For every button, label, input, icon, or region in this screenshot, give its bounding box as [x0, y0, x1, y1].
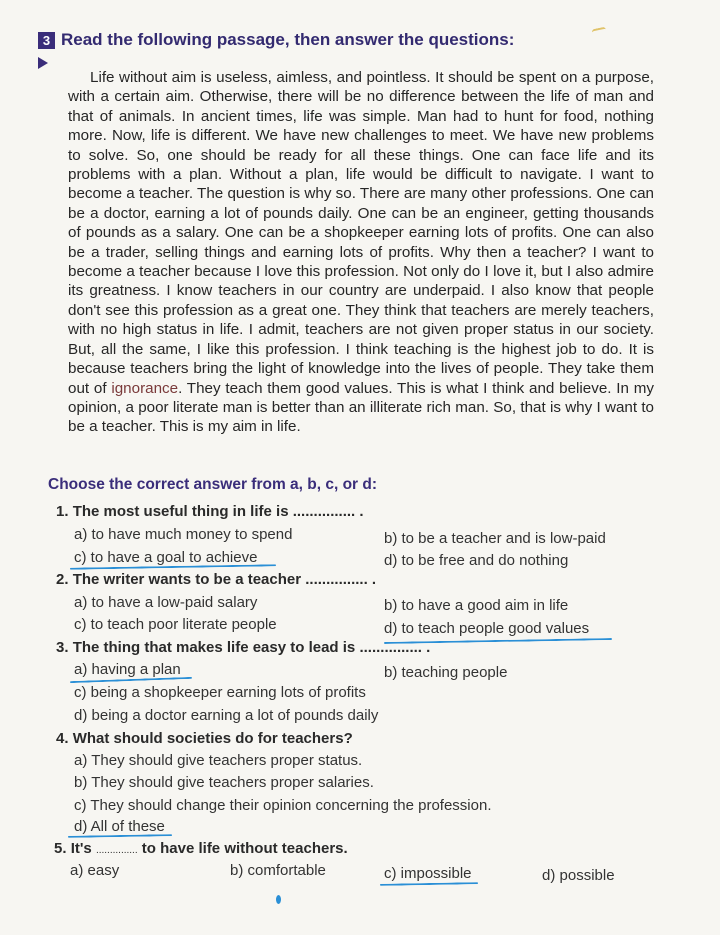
exercise-header	[38, 30, 514, 50]
q4-option-b[interactable]: b) They should give teachers proper salaries.	[74, 774, 374, 791]
question-2	[56, 571, 376, 588]
q1-option-c[interactable]: c) to have a goal to achieve	[74, 549, 258, 566]
q4-option-c[interactable]: c) They should change their opinion concerning the profession.	[74, 797, 492, 814]
question-3	[56, 639, 430, 656]
q3-option-a[interactable]: a) having a plan	[74, 661, 181, 678]
question-number: 3.	[56, 639, 69, 656]
q1-option-b[interactable]: b) to be a teacher and is low-paid	[384, 530, 606, 547]
question-text-end: to have life without teachers.	[141, 840, 348, 857]
ink-dot	[276, 895, 281, 904]
question-text: What should societies do for teachers?	[72, 730, 353, 747]
question-number: 4.	[56, 730, 69, 747]
q1-option-d[interactable]: d) to be free and do nothing	[384, 552, 569, 569]
q1-option-a[interactable]: a) to have much money to spend	[74, 526, 293, 543]
passage-highlighted-word: ignorance	[111, 379, 179, 397]
play-icon	[38, 57, 48, 69]
question-4	[56, 730, 353, 747]
passage-text-end: . They teach them good values. This is what I think and believe. In my opinion, a poor literate man is better than an illiterate rich man. So, that is why I want to be a teacher. This is my aim in life.	[68, 379, 654, 436]
exercise-title: Read the following passage, then answer the questions:	[61, 30, 515, 49]
question-text: The most useful thing in life is ............... .	[72, 503, 364, 520]
q2-option-c[interactable]: c) to teach poor literate people	[74, 616, 277, 633]
q3-option-c[interactable]: c) being a shopkeeper earning lots of profits	[74, 684, 366, 701]
q5-option-d[interactable]: d) possible	[542, 867, 615, 884]
q5-option-a[interactable]: a) easy	[70, 862, 120, 879]
question-number: 5.	[54, 840, 67, 857]
q5-option-c[interactable]: c) impossible	[384, 865, 472, 882]
q5-option-b[interactable]: b) comfortable	[230, 862, 326, 879]
q4-option-a[interactable]: a) They should give teachers proper status.	[74, 752, 363, 769]
question-text-start: It's	[70, 840, 92, 857]
question-number: 1.	[56, 503, 69, 520]
q3-option-d[interactable]: d) being a doctor earning a lot of pounds daily	[74, 707, 379, 724]
reading-passage	[68, 68, 654, 437]
question-text: The writer wants to be a teacher ............... .	[72, 571, 377, 588]
q2-option-b[interactable]: b) to have a good aim in life	[384, 597, 569, 614]
passage-text: Life without aim is useless, aimless, and pointless. It should be spent on a purpose, with a certain aim. Otherwise, there will be no difference between the life of man and that of animals. In ancient times, life was simple. Man had to hunt for food, nothing more. Now, life is different. We have new challenges to meet. We have new problems to solve. So, one should be ready for all these things. One can face life and its problems with a plan. Without a plan, life would be difficult to navigate. I want to become a teacher. The question is why so. There are many other professions. One can be a doctor, earning a lot of pounds daily. One can be an engineer, getting thousands of pounds as a salary. One can be a shopkeeper earning lots of profits. One can also be a trader, selling things and earning lots of profits. Why then a teacher? I want to become a teacher because I love this profession. Not only do I love it, but I also admire its greatness. I know teachers in our country are underpaid. I also know that people don't see this profession as a great one. They think that teachers are merely teachers, with no high status in life. I admit, teachers are not given proper status in our society. But, all the same, I like this profession. I think teaching is the highest job to do. It is because teachers bring the light of knowledge into the lives of people. They take them out of	[68, 69, 654, 397]
question-text: The thing that makes life easy to lead is ............... .	[72, 639, 431, 656]
exercise-number-badge: 3	[38, 32, 55, 49]
q3-option-b[interactable]: b) teaching people	[384, 664, 508, 681]
answer-underline-q5	[380, 882, 478, 886]
question-number: 2.	[56, 571, 69, 588]
question-5	[54, 840, 348, 857]
q2-option-d[interactable]: d) to teach people good values	[384, 620, 590, 637]
answer-blank: ...............	[95, 845, 138, 856]
answer-underline-q4	[68, 834, 172, 838]
question-1	[56, 503, 364, 520]
pen-mark	[592, 27, 607, 36]
q4-option-d[interactable]: d) All of these	[74, 818, 165, 835]
q2-option-a[interactable]: a) to have a low-paid salary	[74, 594, 258, 611]
instruction: Choose the correct answer from a, b, c, or d:	[48, 476, 378, 493]
